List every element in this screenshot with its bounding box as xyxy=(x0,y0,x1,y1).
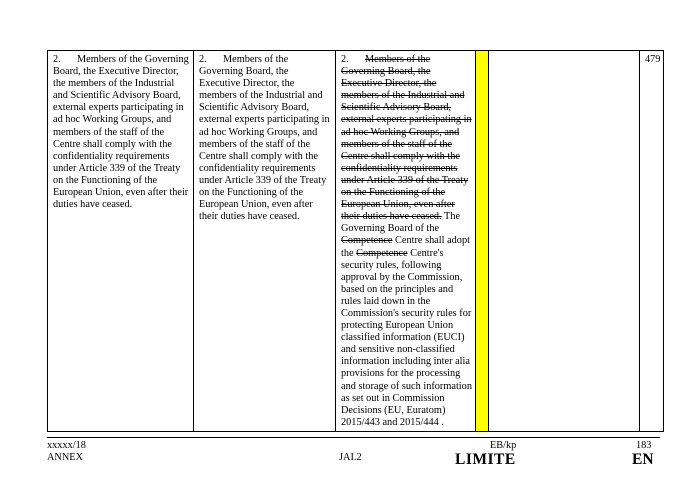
footer-divider xyxy=(47,437,660,438)
comparison-table xyxy=(47,50,664,432)
classification-label: LIMITE xyxy=(455,451,516,468)
paragraph-number: 2. xyxy=(341,54,349,65)
paragraph-text: Members of the Governing Board, the Executive Director, the members of the Industrial and Scientific Advisory Board, external experts participating in ad hoc Working Groups, and members of the staff of the Centre shall comply with the confidentiality requirements under Article 339 of the Treaty on the Functioning of the European Union, even after their duties have ceased. xyxy=(53,54,189,211)
footer-page-number: 183 xyxy=(636,440,652,451)
parliament-text-cell xyxy=(336,51,476,432)
footer-annex: ANNEX xyxy=(47,452,84,463)
new-text-part-3: Centre's security rules, following approval by the Commission, based on the principles and rules laid down in the Commission's security rules for protecting European Union classified information (EUCI) and sensitive non-classified information including inter alia provisions for the processing and storage of such information as set out in Commission Decisions (EU, Euratom) 2015/443 and 2015/444 . xyxy=(341,247,472,428)
footer-initials: EB/kp xyxy=(490,440,517,451)
deleted-paragraph: Members of the Governing Board, the Executive Director, the members of the Industrial and Scientific Advisory Board, external experts participating in ad hoc Working Groups, and members of the staff of the Centre shall comply with the confidentiality requirements under Article 339 of the Treaty on the Functioning of the European Union, even after their duties have ceased. xyxy=(341,54,472,223)
deleted-word: Competence xyxy=(356,247,408,259)
new-text-part-2: Centre shall adopt the xyxy=(341,235,470,259)
council-text-cell xyxy=(194,51,336,432)
footer-ref: xxxxx/18 xyxy=(47,440,86,451)
compromise-cell xyxy=(489,51,640,432)
deleted-word: Competence xyxy=(341,235,393,247)
footer-department: JAI.2 xyxy=(339,452,362,463)
new-text-part-1: The Governing Board of the xyxy=(341,211,461,235)
commission-proposal-cell xyxy=(48,51,194,432)
paragraph-number: 2. xyxy=(53,54,61,65)
paragraph-text: Members of the Governing Board, the Executive Director, the members of the Industrial and Scientific Advisory Board, external experts participating in ad hoc Working Groups, and members of the staff of the Centre shall comply with the confidentiality requirements under Article 339 of the Treaty on the Functioning of the European Union, even after their duties have ceased. xyxy=(199,54,330,223)
table-row xyxy=(48,51,664,432)
highlight-column xyxy=(476,51,489,432)
language-code: EN xyxy=(632,451,654,468)
paragraph-number: 2. xyxy=(199,54,207,65)
row-number: 479 xyxy=(640,51,664,432)
